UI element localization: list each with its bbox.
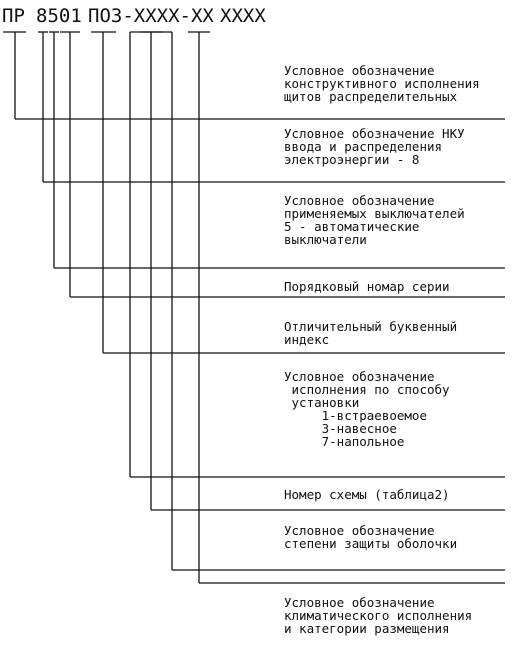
desc-letter-index: Отличительный буквенный индекс bbox=[284, 319, 458, 347]
desc-construction: Условное обозначение конструктивного исполнения щитов распределительных bbox=[284, 63, 480, 104]
desc-mounting: Условное обозначение исполнения по способу установки 1-встраевоемое 3-навесное 7-напольное bbox=[284, 369, 450, 449]
code-prefix: ПР bbox=[2, 5, 25, 27]
desc-nku: Условное обозначение НКУ ввода и распределения электроэнергии - 8 bbox=[284, 126, 465, 167]
code-variant: ПОЗ-XXXX-XX bbox=[88, 5, 214, 27]
desc-breakers: Условное обозначение применяемых выключателей 5 - автоматические выключатели bbox=[284, 193, 465, 247]
code-series: 8501 bbox=[36, 5, 82, 27]
desc-protection: Условное обозначение степени защиты оболочки bbox=[284, 523, 458, 551]
desc-serial-number: Порядковый номар серии bbox=[284, 279, 450, 294]
code-climate: XXXX bbox=[220, 5, 266, 27]
desc-climate: Условное обозначение климатического исполнения и категории размещения bbox=[284, 595, 473, 636]
desc-scheme-number: Номер схемы (таблица2) bbox=[284, 487, 450, 502]
